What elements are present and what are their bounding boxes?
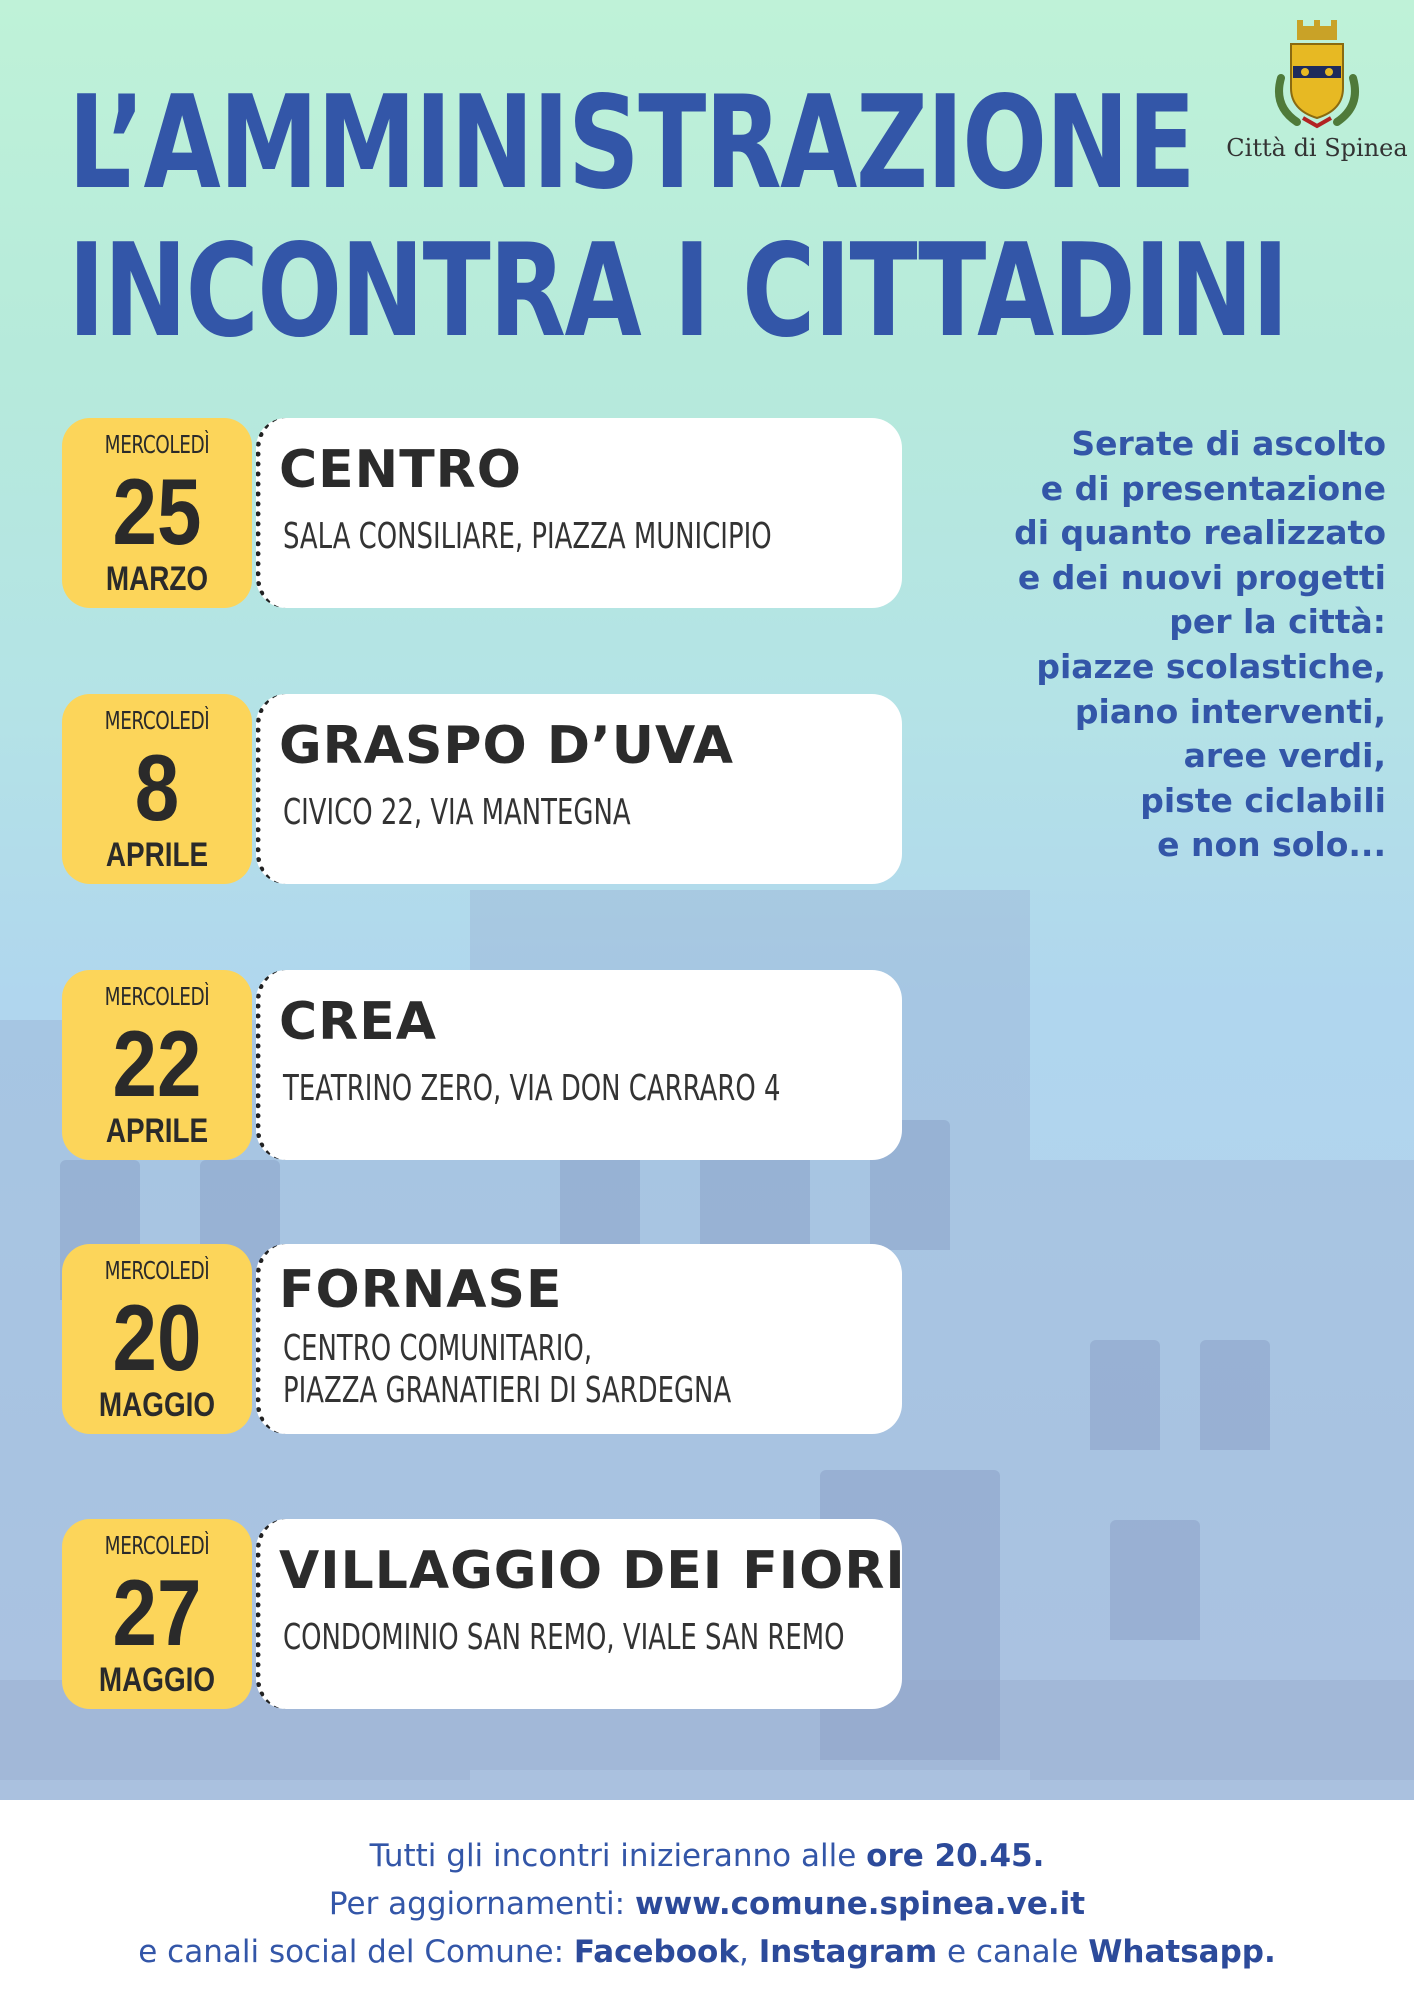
date-badge: [62, 970, 252, 1160]
event-address: SALA CONSILIARE, PIAZZA MUNICIPIO: [283, 516, 772, 557]
start-time-line: Tutti gli incontri inizieranno alle ore 20.45.: [369, 1838, 1045, 1874]
event-month: MAGGIO: [98, 1661, 216, 1699]
event-day: 22: [112, 1011, 202, 1116]
event-month: MARZO: [105, 560, 209, 598]
event-address: CIVICO 22, VIA MANTEGNA: [283, 792, 631, 833]
event-day: 27: [112, 1560, 202, 1665]
event-weekday: MERCOLEDÌ: [104, 982, 210, 1011]
description-text: Serate di ascolto e di presentazione di quanto realizzato e dei nuovi progetti per la città: piazze scolastiche, piano interventi, aree verdi, piste ciclabili e non solo...: [1014, 424, 1386, 865]
event-address: CONDOMINIO SAN REMO, VIALE SAN REMO: [283, 1617, 845, 1658]
event-day: 25: [112, 459, 202, 564]
event-place: FORNASE: [279, 1260, 563, 1320]
whatsapp-link[interactable]: Whatsapp.: [1088, 1934, 1276, 1970]
date-badge: [62, 694, 252, 884]
event-weekday: MERCOLEDÌ: [104, 1531, 210, 1560]
event-place: VILLAGGIO DEI FIORI: [279, 1541, 906, 1601]
event-month: APRILE: [105, 1112, 209, 1150]
event-weekday: MERCOLEDÌ: [104, 1256, 210, 1285]
footer-info: [0, 1800, 1414, 2000]
event-item: [62, 1244, 902, 1434]
event-card: [256, 418, 902, 608]
event-card: [256, 694, 902, 884]
event-place: GRASPO D’UVA: [279, 716, 734, 776]
event-card: [256, 1519, 906, 1709]
event-address: CENTRO COMUNITARIO, PIAZZA GRANATIERI DI SARDEGNA: [283, 1328, 732, 1411]
event-day: 8: [134, 735, 180, 840]
date-badge: [62, 1519, 252, 1709]
event-item: [62, 694, 902, 884]
instagram-link[interactable]: Instagram: [758, 1934, 938, 1970]
event-card: [256, 1244, 902, 1434]
event-place: CREA: [279, 992, 437, 1052]
website-link[interactable]: www.comune.spinea.ve.it: [634, 1886, 1086, 1922]
event-card: [256, 970, 902, 1160]
event-weekday: MERCOLEDÌ: [104, 706, 210, 735]
facebook-link[interactable]: Facebook: [573, 1934, 739, 1970]
event-month: APRILE: [105, 836, 209, 874]
date-badge: [62, 418, 252, 608]
coat-of-arms-icon: [1267, 18, 1367, 130]
social-line: e canali social del Comune: Facebook, Instagram e canale Whatsapp.: [138, 1934, 1276, 1970]
event-item: [62, 970, 902, 1160]
event-address: TEATRINO ZERO, VIA DON CARRARO 4: [283, 1068, 781, 1109]
title-line-1: L’AMMINISTRAZIONE: [68, 69, 1195, 218]
date-badge: [62, 1244, 252, 1434]
event-month: MAGGIO: [98, 1386, 216, 1424]
event-item: [62, 1519, 906, 1709]
event-item: [62, 418, 902, 608]
event-weekday: MERCOLEDÌ: [104, 430, 210, 459]
city-logo: [1222, 18, 1412, 162]
page-title: [68, 70, 1287, 366]
title-line-2: INCONTRA I CITTADINI: [68, 217, 1288, 366]
website-line: Per aggiornamenti: www.comune.spinea.ve.it: [328, 1886, 1086, 1922]
city-name: Città di Spinea: [1226, 134, 1408, 162]
event-place: CENTRO: [279, 440, 522, 500]
event-day: 20: [112, 1285, 202, 1390]
